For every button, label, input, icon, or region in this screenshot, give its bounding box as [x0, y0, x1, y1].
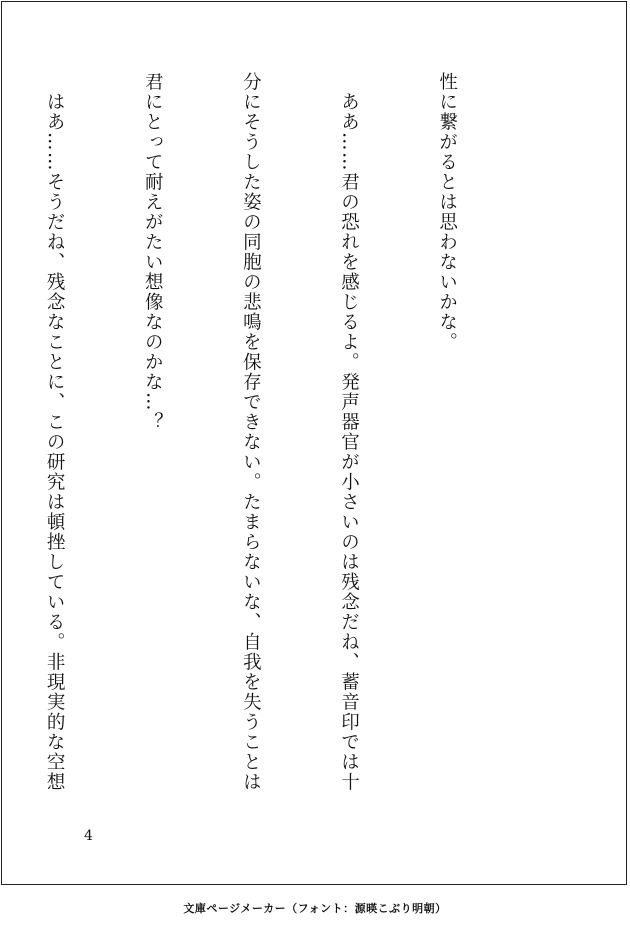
text-line: 君にとって耐えがたい想像なのかな…？ [142, 72, 164, 432]
text-line: はあ……そうだね、残念なことに、この研究は頓挫している。非現実的な空想 [44, 72, 66, 792]
vertical-body-text [0, 72, 528, 832]
page-frame [1, 1, 627, 885]
page-number: 4 [84, 828, 93, 844]
text-line: 分にそうした姿の同胞の悲鳴を保存できない。たまらないな、自我を失うことは [240, 72, 262, 792]
text-line: ああ……君の恐れを感じるよ。発声器官が小さいのは残念だね、蓄音印では十 [338, 72, 360, 792]
footer-credit: 文庫ページメーカー（フォント：源暎こぶり明朝） [183, 902, 447, 915]
text-line: 性に繋がるとは思わないかな。 [436, 72, 458, 352]
